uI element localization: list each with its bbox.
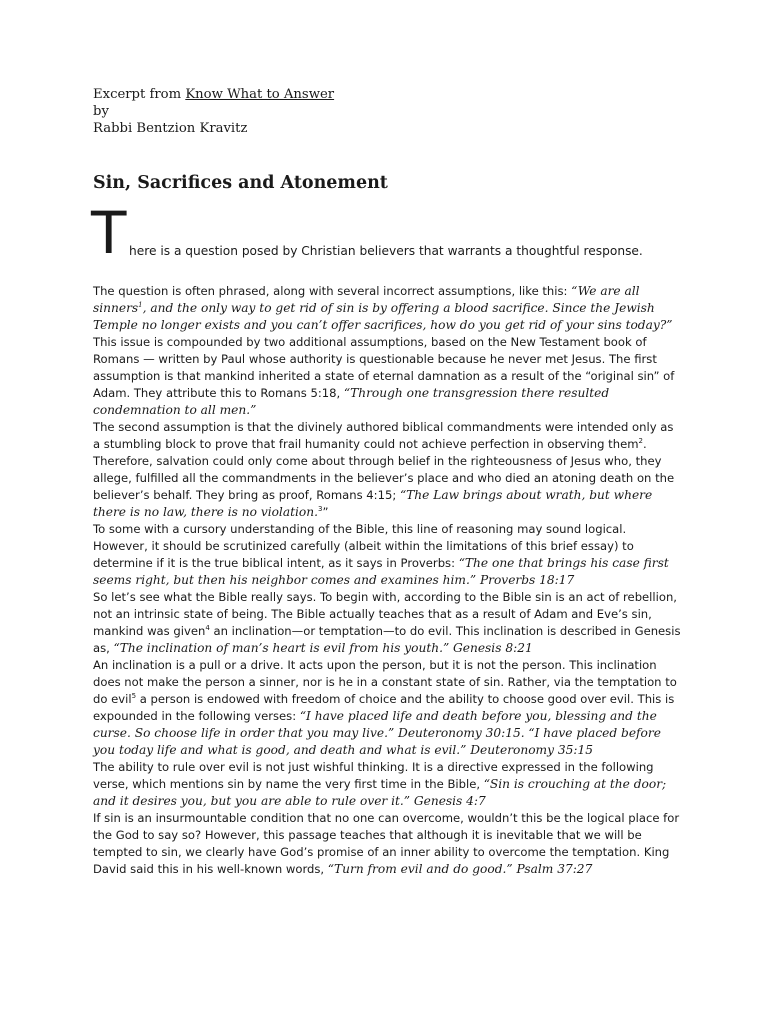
quote: “The Law brings about wrath, but where there is no law, there is no violation. <box>93 488 653 519</box>
footnote-ref[interactable]: 3 <box>317 505 323 514</box>
document-body <box>93 86 683 878</box>
article-title: Sin, Sacrifices and Atonement <box>93 173 388 193</box>
author-name: Rabbi Bentzion Kravitz <box>93 121 248 136</box>
footnote-ref[interactable]: 1 <box>138 300 143 309</box>
by-line: by <box>93 104 109 119</box>
intro-line <box>91 199 683 267</box>
quote: “I have placed life and death before you, blessing and the curse. So choose life in order that you may live.” Deuteronomy 30:15. <box>93 709 657 740</box>
excerpt-header <box>93 86 683 137</box>
quote: “We are all sinners$^1$, and the only way to get rid of sin is by offering a blood sacrifice. Since the Jewish Temple no longer exists and you can’t offer sacrifices, how do you get rid of your sins today?” <box>93 284 673 332</box>
book-title-link[interactable]: Know What to Answer <box>185 87 335 102</box>
quote: “The inclination of man’s heart is evil from his youth.” Genesis 8:21 <box>113 641 533 655</box>
excerpt-from-label: Excerpt from <box>93 87 186 102</box>
paragraph-5: An inclination is a pull or a drive. It acts upon the person, but it is not the person. This inclination does not make the person a sinner, nor is he in a constant state of sin. Rather, via the temptation to do evil$^5$ a person is endowed with freedom of choice and the ability to choose good over evil. This is expounded in the following verses: “I have placed life and death before you, blessing and the curse. So choose life in order that you may live.” Deuteronomy 30:15. “I have placed before you today life and what is good, and death and what is evil.” Deuteronomy 35:15 <box>93 658 677 757</box>
paragraph-4: So let’s see what the Bible really says. To begin with, according to the Bible sin is an act of rebellion, not an intrinsic state of being. The Bible actually teaches that as a result of Adam and Eve’s sin, mankind was given$^4$ an inclination—or temptation—to do evil. This inclination is described in Genesis as, “The inclination of man’s heart is evil from his youth.” Genesis 8:21 <box>93 590 681 655</box>
footnote-ref[interactable]: 2 <box>638 437 643 446</box>
footnote-ref[interactable]: 5 <box>131 692 137 701</box>
quote: “Turn from evil and do good.” Psalm 37:27 <box>327 862 593 876</box>
drop-cap-letter: T <box>91 199 127 267</box>
quote: “I have placed before you today life and what is good, and death and what is evil.” Deuteronomy 35:15 <box>93 726 661 757</box>
quote: “Sin is crouching at the door; and it desires you, but you are able to rule over it.” Genesis 4:7 <box>93 777 667 808</box>
paragraph-2: The second assumption is that the divinely authored biblical commandments were intended only as a stumbling block to prove that frail humanity could not achieve perfection in observing them$^2$. Therefore, salvation could only come about through belief in the righteousness of Jesus who, they allege, fulfilled all the commandments in the believer’s place and who died an atoning death on the believer’s behalf. They bring as proof, Romans 4:15; “The Law brings about wrath, but where there is no law, there is no violation.$^3$” <box>93 420 675 519</box>
quote: “Through one transgression there resulted condemnation to all men.” <box>93 386 610 417</box>
quote: “The one that brings his case first seems right, but then his neighbor comes and examines him.” Proverbs 18:17 <box>93 556 669 587</box>
article-text <box>93 283 683 878</box>
paragraph-3: To some with a cursory understanding of the Bible, this line of reasoning may sound logical. However, it should be scrutinized carefully (albeit within the limitations of this brief essay) to determine if it is the true biblical intent, as it says in Proverbs: “The one that brings his case first seems right, but then his neighbor comes and examines him.” Proverbs 18:17 <box>93 522 669 587</box>
paragraph-6: The ability to rule over evil is not just wishful thinking. It is a directive expressed in the following verse, which mentions sin by name the very first time in the Bible, “Sin is crouching at the door; and it desires you, but you are able to rule over it.” Genesis 4:7 <box>93 760 667 808</box>
footnote-ref[interactable]: 4 <box>205 624 210 633</box>
paragraph-1: The question is often phrased, along with several incorrect assumptions, like this: “We are all sinners$^1$, and the only way to get rid of sin is by offering a blood sacrifice. Since the Jewish Temple no longer exists and you can’t offer sacrifices, how do you get rid of your sins today?” This issue is compounded by two additional assumptions, based on the New Testament book of Romans — written by Paul whose authority is questionable because he never met Jesus. The first assumption is that mankind inherited a state of eternal damnation as a result of the “original sin” of Adam. They attribute this to Romans 5:18, “Through one transgression there resulted condemnation to all men.” <box>93 284 675 417</box>
intro-text: here is a question posed by Christian believers that warrants a thoughtful response. <box>129 244 643 258</box>
paragraph-7: If sin is an insurmountable condition that no one can overcome, wouldn’t this be the logical place for the God to say so? However, this passage teaches that although it is inevitable that we will be tempted to sin, we clearly have God’s promise of an inner ability to overcome the temptation. King David said this in his well-known words, “Turn from evil and do good.” Psalm 37:27 <box>93 811 680 876</box>
excerpt-source-line <box>93 86 683 103</box>
